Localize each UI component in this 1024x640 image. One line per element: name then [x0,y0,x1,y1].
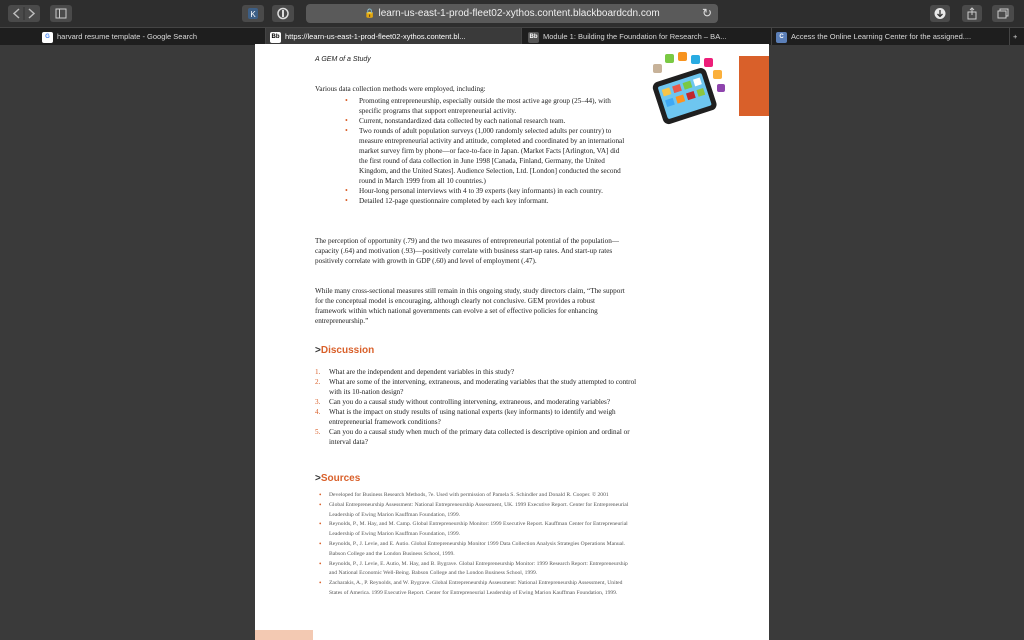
correlation-paragraph: The perception of opportunity (.79) and the two measures of entrepreneurial potential of the population—capacity (.64) and motivation (.93)—positively correlate with business start-up rates. And start-up rates positively correlate with growth in GDP (.60) and level of employment (.47). [315,237,619,265]
list-item: • Promoting entrepreneurship, especially outside the most active age group (25–44), with specific programs that support entrepreneurial activity. [359,96,625,116]
tab-label: harvard resume template - Google Search [57,32,198,41]
svg-text:K: K [250,10,256,19]
running-header: A GEM of a Study [315,56,371,63]
list-item: • Developed for Business Research Methods, 7e. Used with permission of Pamela S. Schindler and Donald R. Cooper. © 2001 [329,491,629,501]
document-page [255,44,769,640]
tab-label: Access the Online Learning Center for the assigned.... [791,32,972,41]
address-bar[interactable] [306,4,718,23]
list-item: • Reynolds, P., J. Levie, E. Autio, M. Hay, and B. Bygrave. Global Entrepreneurship Monitor: 1999 Research Report: Entrepreneurship and National Economic Well-Being. Babson College and the London Business School, 1999. [329,560,629,580]
blackboard-icon: Bb [270,32,281,43]
question-number: 3. [315,398,321,406]
question-number: 1. [315,368,321,376]
list-item: • Two rounds of adult population surveys (1,000 randomly selected adults per country) to measure entrepreneurial activity and attitude, completed and coordinated by an international market survey firm by phone—or face-to-face in Japan. (Market Facts [Arlington, VA] did the first round of data collection in June 1998 [Canada, Finland, Germany, the United Kingdom, and the United States]. Audience Selection, Ltd. [London] conducted the second round in March 1999 from all 10 countries.) [359,126,625,186]
list-item [315,407,639,427]
back-forward-buttons[interactable] [8,5,40,22]
privacy-button[interactable] [272,5,294,22]
list-item [315,377,639,397]
tab-module-1[interactable] [522,28,772,45]
extension-button[interactable] [242,5,264,22]
tab-google-search[interactable] [38,28,266,45]
question-number: 5. [315,428,321,436]
lock-icon: 🔒 [364,8,376,18]
sidebar-icon [50,5,72,22]
discussion-questions [315,367,639,447]
heading-text: Discussion [320,345,375,356]
list-item: • Hour-long personal interviews with 4 to 39 experts (key informants) in each country. [359,186,625,196]
question-text: What are the independent and dependent variables in this study? [329,368,515,376]
tabs-icon [992,5,1014,22]
heading-arrow: > [315,473,321,484]
new-tab-glyph: + [1013,32,1018,41]
list-item: • Reynolds, P., J. Levie, and E. Autio. Global Entrepreneurship Monitor 1999 Data Collection Analysis Strategies Operations Manual. Babson College and the London Business School, 1999. [329,540,629,560]
list-item [315,367,639,377]
question-text: What is the impact on study results of using national experts (key informants) to identify and weigh entrepreneurial framework conditions? [329,408,616,426]
question-text: Can you do a causal study when much of the primary data collected is descriptive opinion and ordinal or interval data? [329,428,630,446]
list-item: • Reynolds, P., M. Hay, and M. Camp. Global Entrepreneurship Monitor: 1999 Executive Report. Kauffman Center for Entrepreneurial Leadership of Ewing Marion Kauffman Foundation, 1999. [329,520,629,540]
tab-blackboard-document[interactable] [266,28,522,45]
tabs-overview-button[interactable] [992,5,1014,22]
share-icon [962,5,982,22]
tab-label: https://learn-us-east-1-prod-fleet02-xythos.content.bl... [285,32,466,41]
methods-list [315,96,625,206]
download-button[interactable] [930,5,950,22]
page-corner-accent [255,630,313,640]
heading-arrow: > [315,345,321,356]
sources-heading [315,474,360,484]
address-text: learn-us-east-1-prod-fleet02-xythos.content.blackboardcdn.com [378,8,660,19]
tab-label: Module 1: Building the Foundation for Research – BA... [543,32,727,41]
discussion-heading [315,346,374,356]
sources-list [315,491,629,599]
tab-online-learning-center[interactable] [772,28,1010,45]
forward-icon [29,9,34,18]
question-text: What are some of the intervening, extraneous, and moderating variables that the study attempted to control with its 10-nation design? [329,378,637,396]
question-number: 4. [315,408,321,416]
browser-toolbar [0,0,1024,27]
new-tab-button[interactable] [1010,28,1024,45]
question-number: 2. [315,378,321,386]
list-item [315,397,639,407]
accent-bar [739,56,769,116]
site-icon: C [776,32,787,43]
list-item: • Current, nonstandardized data collected by each national research team. [359,116,625,126]
smartphone-apps-illustration [635,52,735,132]
tab-strip [0,27,1024,45]
list-item: • Detailed 12-page questionnaire completed by each key informant. [359,196,625,206]
intro-text: Various data collection methods were employed, including: [315,85,486,93]
back-icon[interactable] [8,5,40,22]
download-icon [930,5,950,22]
share-button[interactable] [962,5,982,22]
heading-text: Sources [320,473,361,484]
data-collection-section [315,84,625,206]
shield-icon [272,5,294,22]
list-item: • Global Entrepreneurship Assessment: National Entrepreneurship Assessment, UK. 1999 Executive Report. Center for Entrepreneurial Leadership of Ewing Marion Kauffman Foundation, 1999. [329,501,629,521]
extension-icon [242,5,264,22]
reload-icon[interactable]: ↻ [701,6,712,20]
list-item [315,427,639,447]
sidebar-button[interactable] [50,5,72,22]
list-item: • Zacharakis, A., P. Reynolds, and W. Bygrave. Global Entrepreneurship Assessment: National Entrepreneurship Assessment, United States of America. 1999 Executive Report. Center for Entrepreneurial Leadership of Ewing Marion Kauffman Foundation, 1999. [329,579,629,599]
blackboard-icon: Bb [528,32,539,43]
question-text: Can you do a causal study without controlling intervening, extraneous, and moderating variables? [329,398,611,406]
google-icon: G [42,32,53,43]
conclusion-paragraph: While many cross-sectional measures still remain in this ongoing study, study directors claim, “The support for the conceptual model is encouraging, although clearly not conclusive. GEM provides a robust framework within which national governments can evolve a set of effective policies for enhancing entrepreneurship.” [315,287,625,325]
